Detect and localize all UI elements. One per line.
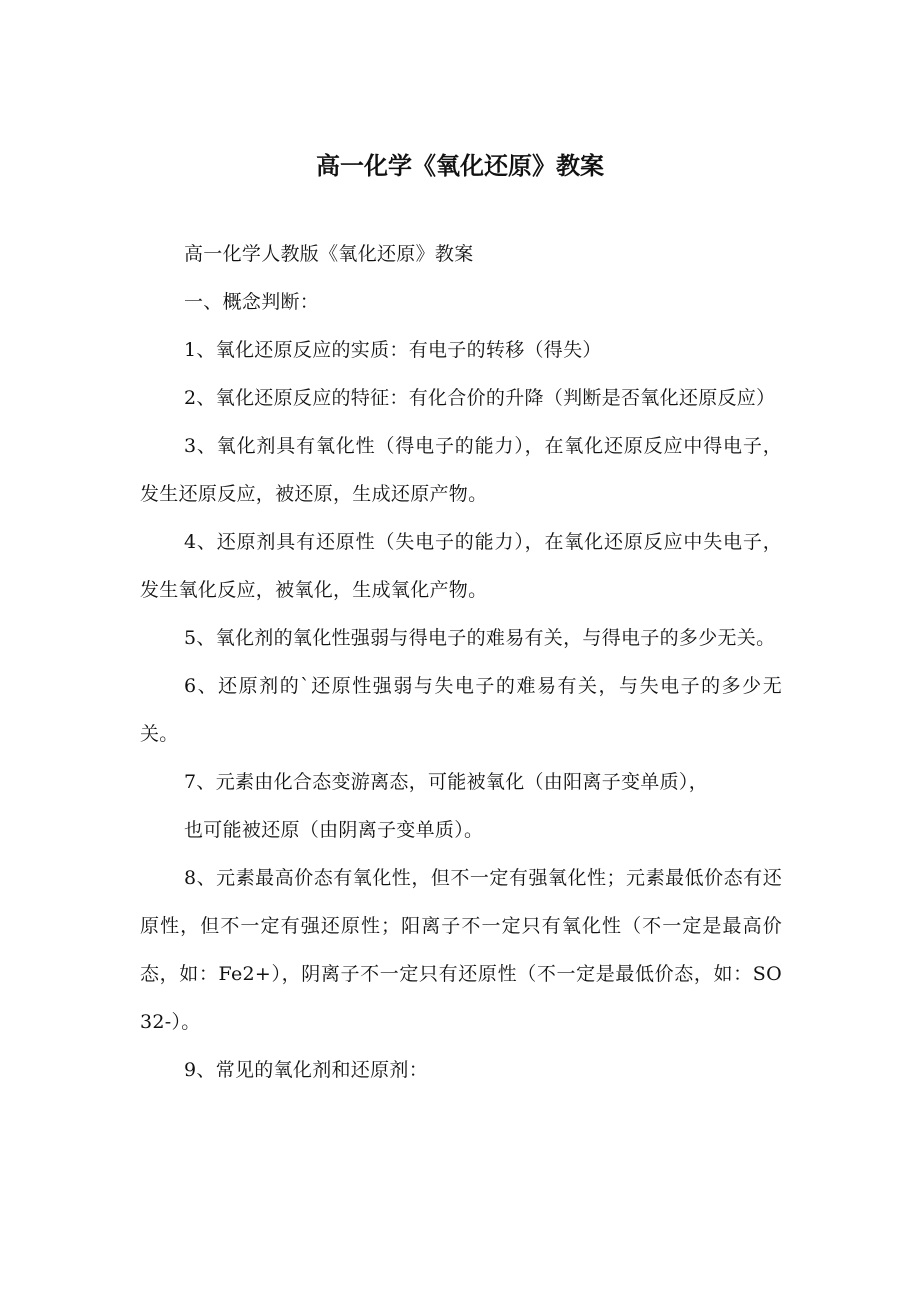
paragraph-item-8: 8、元素最高价态有氧化性，但不一定有强氧化性；元素最低价态有还原性，但不一定有强还原性；阳离子不一定只有氧化性（不一定是最高价态，如：Fe2+），阴离子不一定只有还原性（不一定是最低价态，如：SO32-）。: [140, 867, 782, 1033]
paragraph-section-heading: 一、概念判断：: [184, 291, 320, 313]
paragraph-item-2: 2、氧化还原反应的特征：有化合价的升降（判断是否氧化还原反应）: [184, 387, 776, 409]
paragraph-item-7: 7、元素由化合态变游离态，可能被氧化（由阳离子变单质），: [184, 771, 708, 793]
paragraph-subtitle: 高一化学人教版《氧化还原》教案: [184, 243, 474, 265]
document-title: 高一化学《氧化还原》教案: [316, 152, 604, 180]
paragraph-item-3: 3、氧化剂具有氧化性（得电子的能力），在氧化还原反应中得电子，发生还原反应，被还原，生成还原产物。: [140, 435, 782, 505]
paragraph-item-9: 9、常见的氧化剂和还原剂：: [184, 1059, 428, 1081]
document-body: [140, 230, 782, 1094]
paragraph-item-6: 6、还原剂的`还原性强弱与失电子的难易有关，与失电子的多少无关。: [140, 675, 782, 745]
paragraph-item-4: 4、还原剂具有还原性（失电子的能力），在氧化还原反应中失电子，发生氧化反应，被氧化，生成氧化产物。: [140, 531, 782, 601]
paragraph-item-1: 1、氧化还原反应的实质：有电子的转移（得失）: [184, 339, 602, 361]
paragraph-item-7-continued: 也可能被还原（由阴离子变单质）。: [184, 819, 484, 841]
paragraph-item-5: 5、氧化剂的氧化性强弱与得电子的难易有关，与得电子的多少无关。: [184, 627, 776, 649]
